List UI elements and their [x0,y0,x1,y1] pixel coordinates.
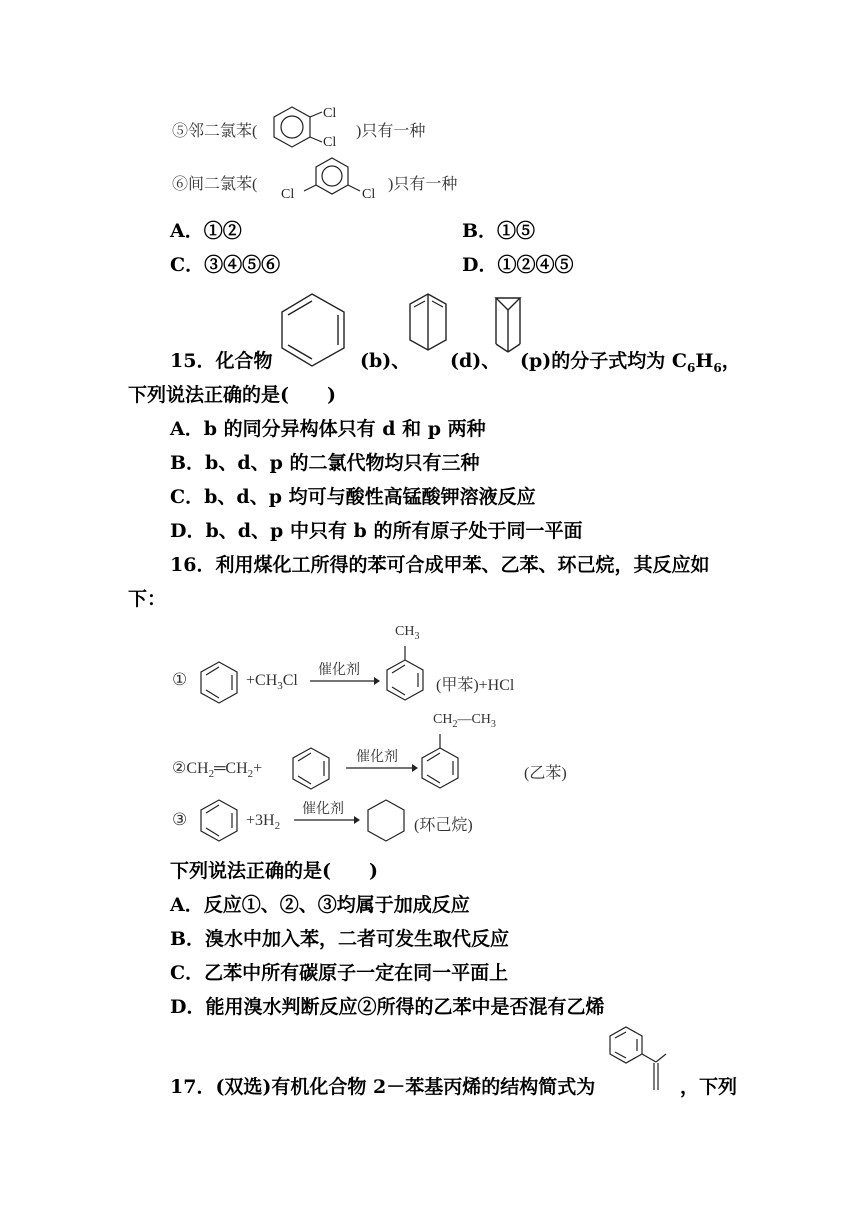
r2-ethyl-group [433,712,496,730]
q17-stem-end: ，下列 [680,1076,738,1098]
r2-plus: + [253,760,263,777]
q15-option-c: C．b、d、p 均可与酸性高锰酸钾溶液反应 [170,486,536,508]
r1-reagent-cl: Cl [282,672,298,689]
q15-formula-line [520,346,741,375]
r2-num: ②CH [172,760,209,777]
r2-benzene-icon [290,746,334,792]
benzene-b-structure [278,290,350,370]
ethylbenzene-structure [417,732,463,794]
q15-option-a: A．b 的同分异构体只有 d 和 p 两种 [170,418,486,440]
cl-label-left: Cl [281,187,295,202]
q14-item6-suffix: )只有一种 [388,176,458,193]
q14-option-a: A．①② [170,220,242,242]
r1-arrow-icon [310,676,380,686]
r2-product-name: (乙苯) [524,765,567,782]
q16-option-d: D．能用溴水判断反应②所得的乙苯中是否混有乙烯 [170,996,605,1018]
r3-benzene-icon [198,798,242,844]
r2-ethylene [172,758,262,780]
q16-stem-line3: 下列说法正确的是( ) [170,860,378,882]
q15-stem-line2: 下列说法正确的是( ) [128,384,336,406]
2-phenylpropene-structure [604,1024,668,1096]
q15-option-b: B．b、d、p 的二氯代物均只有三种 [170,452,480,474]
cl-label-top: Cl [323,106,337,121]
q15-sub-6a: 6 [687,360,696,375]
r2-ch2-sub: 2 [452,718,458,730]
r3-reagent-h: +3H [246,812,275,829]
r1-number: ① [172,670,188,689]
q14-option-d: D．①②④⑤ [462,254,574,276]
q14-item6-prefix: ⑥间二氯苯( [172,176,258,193]
r2-arrow-icon [346,763,418,773]
q14-option-c: C．③④⑤⑥ [170,254,281,276]
prismane-p-structure [494,296,522,354]
r2-ch3-sub: 3 [490,718,496,730]
r1-product-name: (甲苯)+HCl [436,677,515,694]
q15-option-d: D．b、d、p 中只有 b 的所有原子处于同一平面 [170,520,583,542]
r1-reagent-sub: 3 [277,680,283,693]
cl-label-right: Cl [362,187,376,202]
q15-stem-start: 15．化合物 [170,350,273,372]
r3-arrow-icon [294,815,360,825]
q15-h: H [695,350,714,372]
r1-methyl-group [395,624,419,642]
ortho-dichlorobenzene-structure [270,104,360,150]
r3-number: ③ [172,810,188,829]
q15-label-d: (d)、 [450,350,501,372]
r1-reagent [246,672,298,692]
r2-dash: —CH [457,712,491,727]
r2-sub1: 2 [208,768,215,781]
q15-sub-6b: 6 [713,360,722,375]
q16-stem-line2: 下： [128,588,167,610]
q15-label-p: (p)的分子式均为 C [520,350,688,372]
q14-item5-suffix: )只有一种 [356,123,426,140]
r3-reagent-sub: 2 [274,820,281,833]
q16-option-a: A．反应①、②、③均属于加成反应 [170,894,470,916]
cyclohexane-structure [364,798,410,844]
r3-product-name: (环己烷) [414,817,473,834]
q16-option-b: B．溴水中加入苯，二者可发生取代反应 [170,928,510,950]
r1-benzene-icon [198,660,242,706]
r2-mid: ═CH [214,760,248,777]
r2-catalyst-label: 催化剂 [356,750,398,765]
meta-dichlorobenzene-structure [278,156,388,202]
r3-reagent [246,812,280,832]
cl-label-bottom: Cl [323,135,337,150]
dewar-benzene-d-structure [408,292,450,352]
q15-comma: ， [721,350,741,372]
q14-option-b: B．①⑤ [462,220,536,242]
q15-label-b: (b)、 [360,350,411,372]
r1-ch-sub: 3 [414,630,420,642]
r2-ch2: CH [433,712,453,727]
r2-sub2: 2 [247,768,254,781]
r1-ch: CH [395,624,415,639]
q17-stem-start: 17．(双选)有机化合物 2－苯基丙烯的结构简式为 [170,1076,596,1098]
r3-catalyst-label: 催化剂 [302,802,344,817]
q14-item5-prefix: ⑤邻二氯苯( [172,123,258,140]
toluene-structure [382,644,428,706]
r1-catalyst-label: 催化剂 [318,663,360,678]
q16-option-c: C．乙苯中所有碳原子一定在同一平面上 [170,962,509,984]
q16-stem-line1: 16．利用煤化工所得的苯可合成甲苯、乙苯、环己烷，其反应如 [170,554,710,576]
r1-reagent-ch: +CH [246,672,278,689]
